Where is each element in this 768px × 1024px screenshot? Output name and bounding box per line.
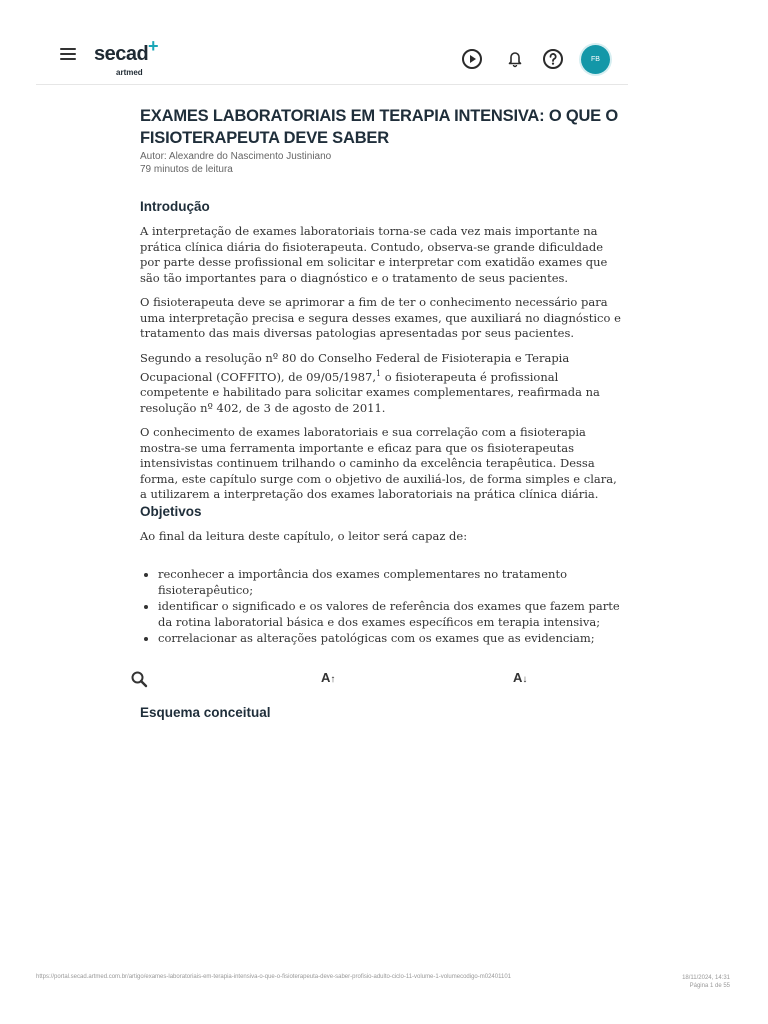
- menu-icon[interactable]: [60, 48, 76, 62]
- intro-paragraph-1: A interpretação de exames laboratoriais torna-se cada vez mais importante na prática clínica diária do fisioterapeuta. Contudo, observa-se grande dificuldade por parte desse profissional em solicitar e interpretar com exatidão exames que são tão importantes para o diagnóstico e o tratamento de seus pacientes.: [140, 224, 608, 285]
- p3-text-after: o fisioterapeuta é profissional competente e habilitado para solicitar exames complementares, reafirmada na resolução nº 402, de 3 de agosto de 2011.: [140, 369, 600, 415]
- objectives-list-container: [140, 566, 630, 656]
- footer-info: [682, 974, 730, 990]
- schema-heading: Esquema conceitual: [140, 705, 271, 720]
- intro-section: [140, 224, 626, 503]
- font-increase-button[interactable]: [321, 670, 339, 688]
- reference-1-link[interactable]: 1: [376, 369, 382, 378]
- secad-logo[interactable]: [94, 38, 164, 78]
- font-decrease-button[interactable]: [513, 670, 531, 688]
- footer-datetime: 18/11/2024, 14:31: [682, 975, 730, 981]
- article-title: EXAMES LABORATORIAIS EM TERAPIA INTENSIVA: O QUE O FISIOTERAPEUTA DEVE SABER: [140, 107, 619, 147]
- intro-paragraph-4: O conhecimento de exames laboratoriais e sua correlação com a fisioterapia mostra-se uma ferramenta importante e eficaz para que os fisioterapeutas intensivistas continuem trilhando o caminho da excelência terapêutica. Dessa forma, este capítulo surge com o objetivo de auxiliá-los, de forma simples e clara, a utilizarem a interpretação dos exames laboratoriais na prática clínica diária.: [140, 425, 617, 502]
- search-icon[interactable]: [130, 670, 148, 688]
- footer-page-number: Página 1 de 55: [689, 983, 730, 989]
- top-navigation-bar: [36, 30, 628, 85]
- reading-time: 79 minutos de leitura: [140, 164, 233, 175]
- objective-item: • reconhecer a importância dos exames complementares no tratamento fisioterapêutico;: [158, 566, 630, 598]
- objectives-lead: Ao final da leitura deste capítulo, o leitor será capaz de:: [140, 529, 468, 543]
- footer-url: https://portal.secad.artmed.com.br/artigo/exames-laboratoriais-em-terapia-intensiva-o-que-o-fisioterapeuta-deve-saber-profisio-adulto-ciclo-11-volume-1-volumecodigo-m02401101: [36, 974, 511, 980]
- bell-icon[interactable]: [504, 48, 526, 70]
- user-avatar[interactable]: FB: [581, 45, 610, 74]
- objectives-list: [140, 566, 630, 646]
- p3-text-before: Segundo a resolução nº 80 do Conselho Federal de Fisioterapia e Terapia Ocupacional (COFFITO), de 09/05/1987,: [140, 350, 570, 384]
- font-decrease-label: A: [513, 670, 523, 685]
- objectives-heading: Objetivos: [140, 504, 202, 519]
- intro-paragraph-2: O fisioterapeuta deve se aprimorar a fim de ter o conhecimento necessário para uma interpretação precisa e segura desses exames, que auxiliará no diagnóstico e tratamento das mais diversas patologias apresentadas por seus pacientes.: [140, 295, 621, 340]
- intro-heading: Introdução: [140, 199, 210, 214]
- article-author: Autor: Alexandre do Nascimento Justiniano: [140, 151, 332, 162]
- play-icon[interactable]: [461, 48, 483, 70]
- objective-item: • correlacionar as alterações patológicas com os exames que as evidenciam;: [158, 630, 630, 646]
- help-icon[interactable]: [542, 48, 564, 70]
- arrow-up-icon: ↑: [330, 674, 336, 685]
- logo-text: secad: [94, 43, 149, 65]
- font-increase-label: A: [321, 670, 331, 685]
- objective-item: • identificar o significado e os valores de referência dos exames que fazem parte da rotina laboratorial básica e dos exames específicos em terapia intensiva;: [158, 598, 630, 630]
- logo-subtext: artmed: [116, 68, 143, 77]
- article-header: [140, 105, 628, 176]
- logo-plus-mark: +: [148, 36, 159, 56]
- arrow-down-icon: ↓: [522, 674, 528, 685]
- intro-paragraph-3: [140, 351, 626, 417]
